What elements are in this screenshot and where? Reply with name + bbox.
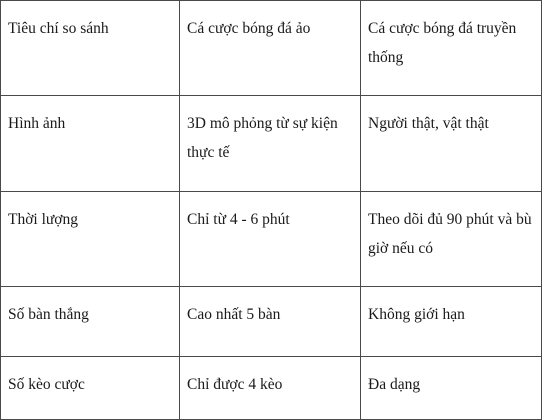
table-cell: Cá cược bóng đá truyền thống [361,1,542,96]
table-cell: Thời lượng [1,192,180,287]
table-row [1,96,542,192]
table-row [1,192,542,287]
table-cell: Không giới hạn [361,287,542,357]
table-cell: Chỉ được 4 kèo [180,357,361,420]
table-row [1,357,542,420]
table-cell: Cá cược bóng đá ảo [180,1,361,96]
table-cell: Theo dõi đủ 90 phút và bù giờ nếu có [361,192,542,287]
table-cell: Người thật, vật thật [361,96,542,192]
table-cell: Số kèo cược [1,357,180,420]
table-cell: Số bàn thắng [1,287,180,357]
table-cell: 3D mô phỏng từ sự kiện thực tế [180,96,361,192]
table-row [1,1,542,96]
table-row [1,287,542,357]
table-cell: Chỉ từ 4 - 6 phút [180,192,361,287]
table-cell: Cao nhất 5 bàn [180,287,361,357]
table-cell: Tiêu chí so sánh [1,1,180,96]
table-cell: Đa dạng [361,357,542,420]
table-cell: Hình ảnh [1,96,180,192]
